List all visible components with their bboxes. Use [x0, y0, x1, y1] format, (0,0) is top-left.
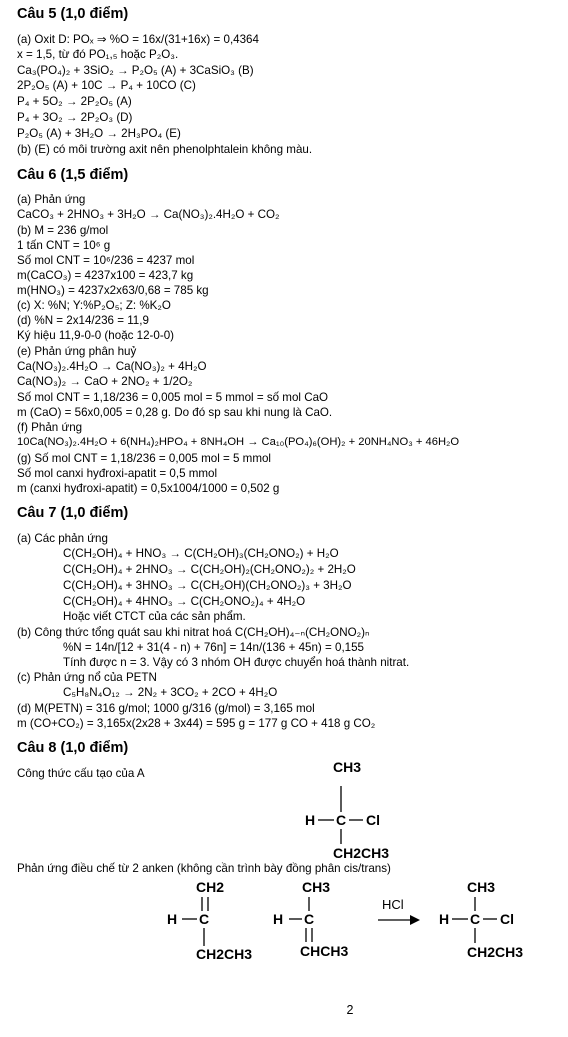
- q7-line: %N = 14n/[12 + 31(4 - n) + 76n] = 14n/(136 + 45n) = 0,155: [63, 641, 365, 654]
- q6-line: (b) M = 236 g/mol: [17, 224, 109, 237]
- q7-line: C(CH₂OH)₄ + 3HNO₃ → C(CH₂OH)(CH₂ONO₂)₃ + 3H₂O: [63, 579, 352, 592]
- q6-line: (d) %N = 2x14/236 = 11,9: [17, 314, 149, 327]
- atom-ch2: CH2: [196, 879, 225, 895]
- q6-line: Ca(NO₃)₂.4H₂O → Ca(NO₃)₂ + 4H₂O: [17, 360, 207, 373]
- q6-line: (e) Phản ứng phân huỷ: [17, 345, 137, 358]
- q6-line: Ký hiệu 11,9-0-0 (hoặc 12-0-0): [17, 329, 175, 342]
- atom-ch3: CH3: [302, 879, 331, 895]
- atom-cl: Cl: [500, 911, 514, 927]
- q6-line: (a) Phản ứng: [17, 193, 86, 206]
- q6-line: m (canxi hyđroxi-apatit) = 0,5x1004/1000 = 0,502 g: [17, 482, 280, 495]
- q6-title: Câu 6 (1,5 điểm): [17, 167, 129, 183]
- atom-ch3: CH3: [467, 879, 496, 895]
- q6-line: (f) Phản ứng: [17, 421, 83, 434]
- q7-line: Hoặc viết CTCT của các sản phẩm.: [63, 610, 246, 623]
- q6-line: Số mol CNT = 10⁶/236 = 4237 mol: [17, 254, 195, 267]
- q6-line: Ca(NO₃)₂ → CaO + 2NO₂ + 1/2O₂: [17, 375, 193, 388]
- atom-h: H: [439, 911, 450, 927]
- q8-prep: Phản ứng điều chế từ 2 anken (không cần trình bày đồng phân cis/trans): [17, 862, 391, 875]
- q7-line: C(CH₂OH)₄ + HNO₃ → C(CH₂OH)₃(CH₂ONO₂) + H₂O: [63, 547, 339, 560]
- q5-line: P₄ + 5O₂ → 2P₂O₅ (A): [17, 95, 132, 108]
- atom-ethyl: CH2CH3: [333, 845, 390, 861]
- atom-h: H: [305, 812, 316, 828]
- atom-c: C: [336, 812, 347, 828]
- q6-line: m(CaCO₃) = 4237x100 = 423,7 kg: [17, 269, 194, 282]
- q6-line: CaCO₃ + 2HNO₃ + 3H₂O → Ca(NO₃)₂.4H₂O + CO₂: [17, 208, 280, 221]
- q7-line: (d) M(PETN) = 316 g/mol; 1000 g/316 (g/mol) = 3,165 mol: [17, 702, 315, 715]
- atom-ch3: CH3: [333, 759, 362, 775]
- q5-line: (a) Oxit D: POₓ ⇒ %O = 16x/(31+16x) = 0,4364: [17, 33, 259, 46]
- q5-line: 2P₂O₅ (A) + 10C → P₄ + 10CO (C): [17, 79, 196, 92]
- q7-line: m (CO+CO₂) = 3,165x(2x28 + 3x44) = 595 g = 177 g CO + 418 g CO₂: [17, 717, 376, 730]
- q6-line: (g) Số mol CNT = 1,18/236 = 0,005 mol = 5 mmol: [17, 452, 272, 465]
- q7-line: C₅H₈N₄O₁₂ → 2N₂ + 3CO₂ + 2CO + 4H₂O: [63, 686, 278, 699]
- q5-line: P₂O₅ (A) + 3H₂O → 2H₃PO₄ (E): [17, 127, 181, 140]
- atom-h: H: [167, 911, 178, 927]
- q5-title: Câu 5 (1,0 điểm): [17, 6, 129, 22]
- q6-line: Số mol canxi hyđroxi-apatit = 0,5 mmol: [17, 467, 218, 480]
- q6-line: m (CaO) = 56x0,005 = 0,28 g. Do đó sp sau khi nung là CaO.: [17, 406, 333, 419]
- q7-line: C(CH₂OH)₄ + 4HNO₃ → C(CH₂ONO₂)₄ + 4H₂O: [63, 595, 306, 608]
- atom-ethyl: CH2CH3: [196, 946, 253, 962]
- atom-ethyl: CH2CH3: [467, 944, 524, 960]
- q5-line: (b) (E) có môi trường axit nên phenolphtalein không màu.: [17, 143, 313, 156]
- q5-line: x = 1,5, từ đó PO₁,₅ hoặc P₂O₃.: [17, 48, 179, 61]
- q5-line: Ca₃(PO₄)₂ + 3SiO₂ → P₂O₅ (A) + 3CaSiO₃ (B): [17, 64, 254, 77]
- atom-c: C: [470, 911, 481, 927]
- q8-intro: Công thức cấu tạo của A: [17, 767, 145, 780]
- q6-line: m(HNO₃) = 4237x2x63/0,68 = 785 kg: [17, 284, 209, 297]
- q6-line: (c) X: %N; Y:%P₂O₅; Z: %K₂O: [17, 299, 171, 312]
- q8-title: Câu 8 (1,0 điểm): [17, 740, 129, 756]
- atom-chch3: CHCH3: [300, 943, 349, 959]
- atom-c: C: [304, 911, 315, 927]
- atom-c: C: [199, 911, 210, 927]
- atom-cl: Cl: [366, 812, 380, 828]
- q6-line: 1 tấn CNT = 10⁶ g: [17, 239, 111, 252]
- q6-line: 10Ca(NO₃)₂.4H₂O + 6(NH₄)₂HPO₄ + 8NH₄OH → Ca₁₀(PO₄)₆(OH)₂ + 20NH₄NO₃ + 46H₂O: [17, 436, 460, 448]
- q7-title: Câu 7 (1,0 điểm): [17, 505, 129, 521]
- q7-line: (b) Công thức tổng quát sau khi nitrat hoá C(CH₂OH)₄₋ₙ(CH₂ONO₂)ₙ: [17, 626, 370, 639]
- page-number: 2: [346, 1003, 354, 1017]
- q7-line: Tính được n = 3. Vậy có 3 nhóm OH được chuyển hoá thành nitrat.: [63, 656, 410, 669]
- q7-line: C(CH₂OH)₄ + 2HNO₃ → C(CH₂OH)₂(CH₂ONO₂)₂ + 2H₂O: [63, 563, 356, 576]
- reagent-label: HCl: [382, 897, 404, 912]
- q5-line: P₄ + 3O₂ → 2P₂O₃ (D): [17, 111, 133, 124]
- atom-h: H: [273, 911, 284, 927]
- q7-line: (a) Các phản ứng: [17, 532, 108, 545]
- q6-line: Số mol CNT = 1,18/236 = 0,005 mol = 5 mmol = số mol CaO: [17, 391, 329, 404]
- q7-line: (c) Phản ứng nổ của PETN: [17, 671, 157, 684]
